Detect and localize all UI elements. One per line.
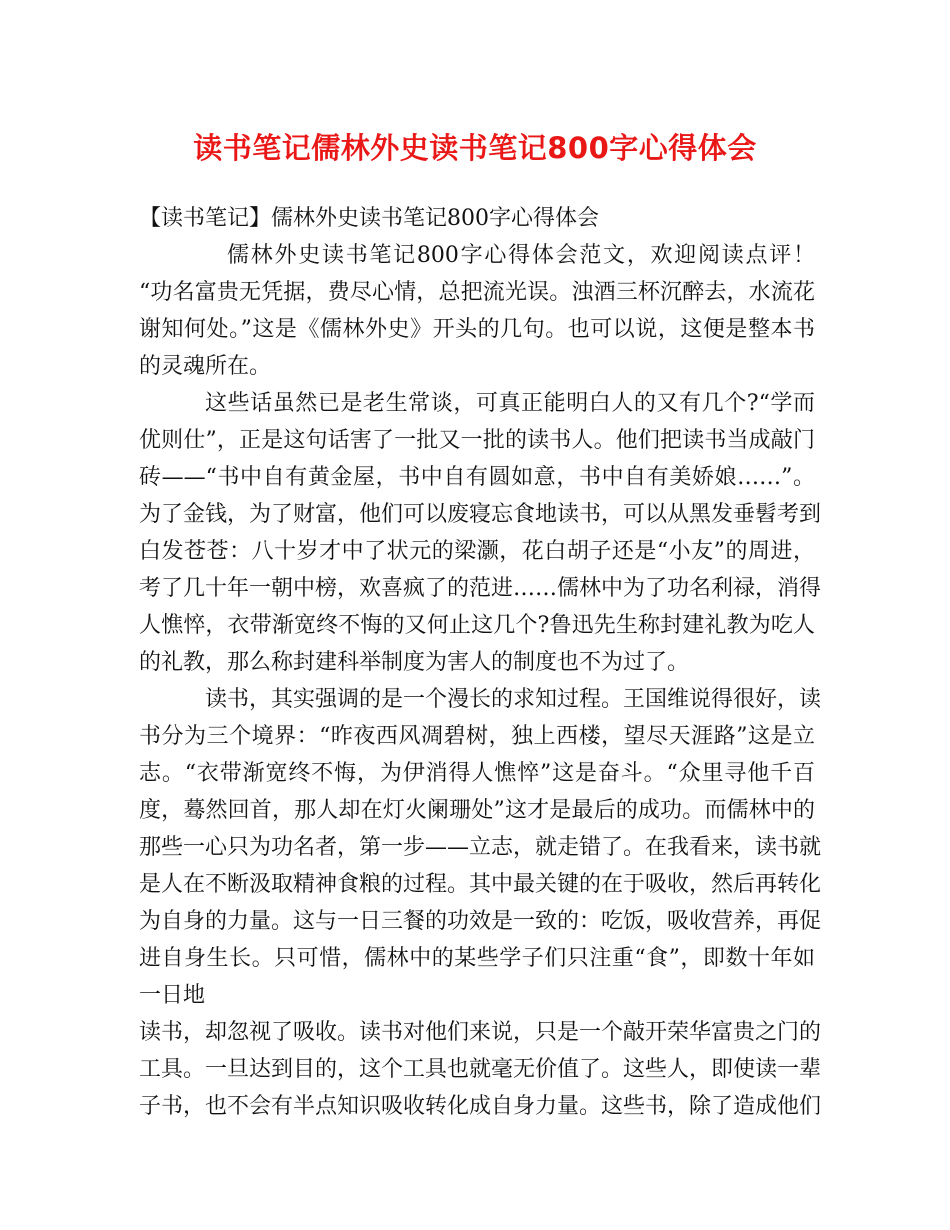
text-line: 这些话虽然已是老生常谈，可真正能明白人的又有几个?“学而 bbox=[205, 391, 815, 416]
text-line: 工具。一旦达到目的，这个工具也就毫无价值了。这些人，即使读一辈 bbox=[139, 1057, 822, 1082]
text-line: 谢知何处。”这是《儒林外史》开头的几句。也可以说，这便是整本书 bbox=[139, 317, 815, 342]
text-line: 的灵魂所在。 bbox=[139, 354, 272, 379]
text-line: 为自身的力量。这与一日三餐的功效是一致的：吃饭，吸收营养，再促 bbox=[139, 909, 822, 934]
text-line: 儒林外史读书笔记800字心得体会范文，欢迎阅读点评！ bbox=[227, 243, 815, 268]
text-line: 优则仕”，正是这句话害了一批又一批的读书人。他们把读书当成敲门 bbox=[139, 428, 815, 453]
document-title: 读书笔记儒林外史读书笔记800字心得体会 bbox=[193, 131, 757, 165]
text-line: 读书，却忽视了吸收。读书对他们来说，只是一个敲开荣华富贵之门的 bbox=[139, 1020, 822, 1045]
text-line: “功名富贵无凭据，费尽心情，总把流光误。浊酒三杯沉醉去，水流花 bbox=[139, 280, 815, 305]
text-line: 读书，其实强调的是一个漫长的求知过程。王国维说得很好，读 bbox=[205, 687, 822, 712]
text-line: 的礼教，那么称封建科举制度为害人的制度也不为过了。 bbox=[139, 650, 690, 675]
text-line: 一日地 bbox=[139, 983, 206, 1008]
text-line: 志。“衣带渐宽终不悔，为伊消得人憔悴”这是奋斗。“众里寻他千百 bbox=[139, 761, 815, 786]
text-line: 书分为三个境界：“昨夜西风凋碧树，独上西楼，望尽天涯路”这是立 bbox=[139, 724, 815, 749]
text-line: 白发苍苍：八十岁才中了状元的梁灏，花白胡子还是“小友”的周进， bbox=[139, 539, 815, 564]
text-line: 是人在不断汲取精神食粮的过程。其中最关键的在于吸收，然后再转化 bbox=[139, 872, 822, 897]
text-line: 那些一心只为功名者，第一步——立志，就走错了。在我看来，读书就 bbox=[139, 835, 822, 860]
text-line: 度，蓦然回首，那人却在灯火阑珊处”这才是最后的成功。而儒林中的 bbox=[139, 798, 815, 823]
text-line: 进自身生长。只可惜，儒林中的某些学子们只注重“食”，即数十年如 bbox=[139, 946, 815, 971]
text-line: 砖——“书中自有黄金屋，书中自有圆如意，书中自有美娇娘……”。 bbox=[139, 465, 815, 490]
text-line: 人憔悴，衣带渐宽终不悔的又何止这几个?鲁迅先生称封建礼教为吃人 bbox=[139, 613, 815, 638]
text-line: 考了几十年一朝中榜，欢喜疯了的范进……儒林中为了功名利禄，消得 bbox=[139, 576, 822, 601]
text-line: 【读书笔记】儒林外史读书笔记800字心得体会 bbox=[139, 206, 599, 231]
text-line: 子书，也不会有半点知识吸收转化成自身力量。这些书，除了造成他们 bbox=[139, 1094, 822, 1119]
text-line: 为了金钱，为了财富，他们可以废寝忘食地读书，可以从黑发垂髫考到 bbox=[139, 502, 822, 527]
document-body bbox=[139, 200, 822, 1125]
